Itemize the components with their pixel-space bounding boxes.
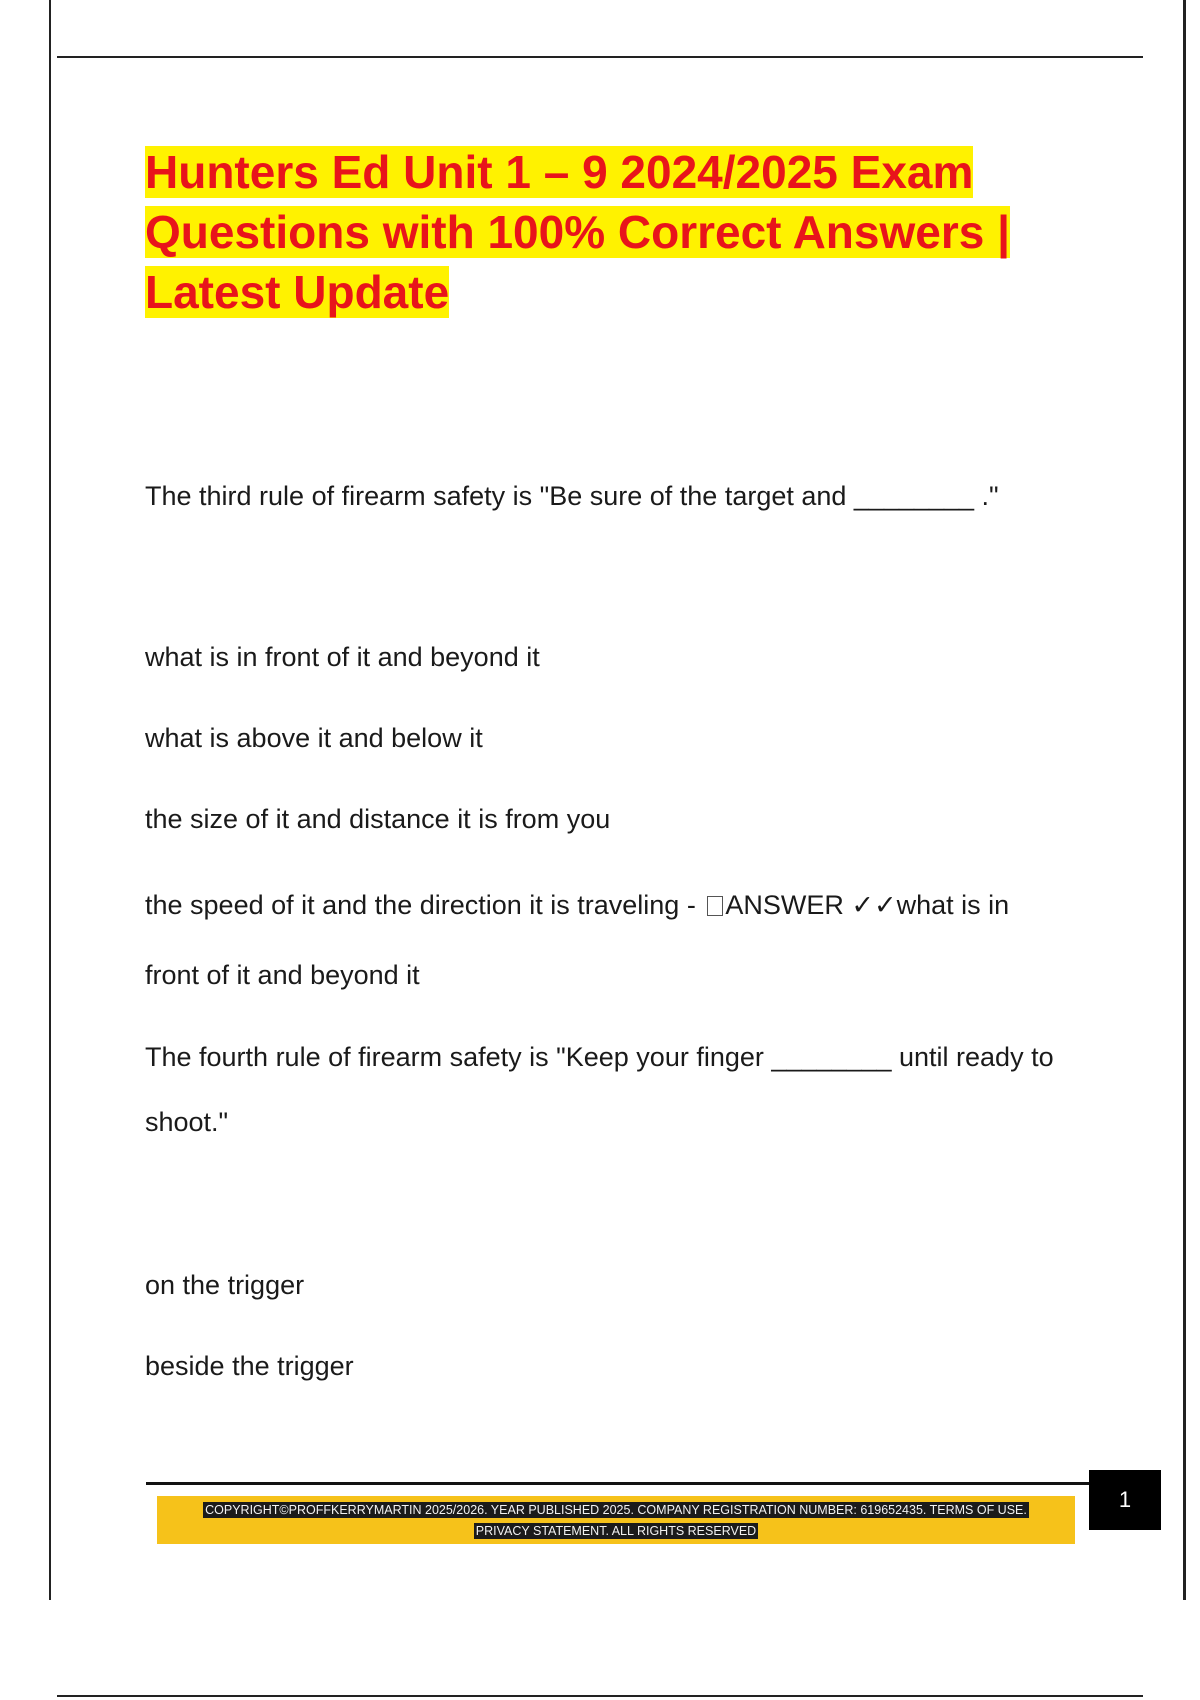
checkbox-icon xyxy=(707,896,723,916)
question-2-option-b: beside the trigger xyxy=(145,1351,354,1381)
question-2-prompt-line-1: The fourth rule of firearm safety is "Keep your finger ________ until ready to xyxy=(145,1042,1054,1072)
footer-rule xyxy=(146,1482,1090,1485)
header-rule xyxy=(57,56,1143,58)
question-1-prompt: The third rule of firearm safety is "Be sure of the target and ________ ." xyxy=(145,481,999,511)
answer-label: ANSWER ✓✓what is in xyxy=(725,890,1010,920)
copyright-line-1: COPYRIGHT©PROFFKERRYMARTIN 2025/2026. YEAR PUBLISHED 2025. COMPANY REGISTRATION NUMBER: 619652435. TERMS OF USE. xyxy=(205,1503,1027,1517)
page-border-left xyxy=(49,0,51,1600)
next-page-rule xyxy=(57,1695,1143,1697)
question-2-prompt-line-2: shoot." xyxy=(145,1107,229,1137)
document-title-text: Hunters Ed Unit 1 – 9 2024/2025 Exam Questions with 100% Correct Answers | Latest Update xyxy=(145,146,1010,318)
question-1-option-d-text: the speed of it and the direction it is traveling - xyxy=(145,890,696,920)
copyright-notice xyxy=(157,1500,1075,1542)
question-2-option-a: on the trigger xyxy=(145,1270,305,1300)
question-1-option-c: the size of it and distance it is from you xyxy=(145,804,611,834)
page-number: 1 xyxy=(1089,1470,1161,1530)
question-1-option-b: what is above it and below it xyxy=(145,723,483,753)
copyright-line-2: PRIVACY STATEMENT. ALL RIGHTS RESERVED xyxy=(475,1524,757,1538)
question-1-answer-continuation: front of it and beyond it xyxy=(145,960,420,990)
question-1-option-a: what is in front of it and beyond it xyxy=(145,642,540,672)
page-border-right xyxy=(1183,0,1186,1600)
question-1-option-d xyxy=(145,888,1009,922)
document-title xyxy=(145,142,1095,322)
